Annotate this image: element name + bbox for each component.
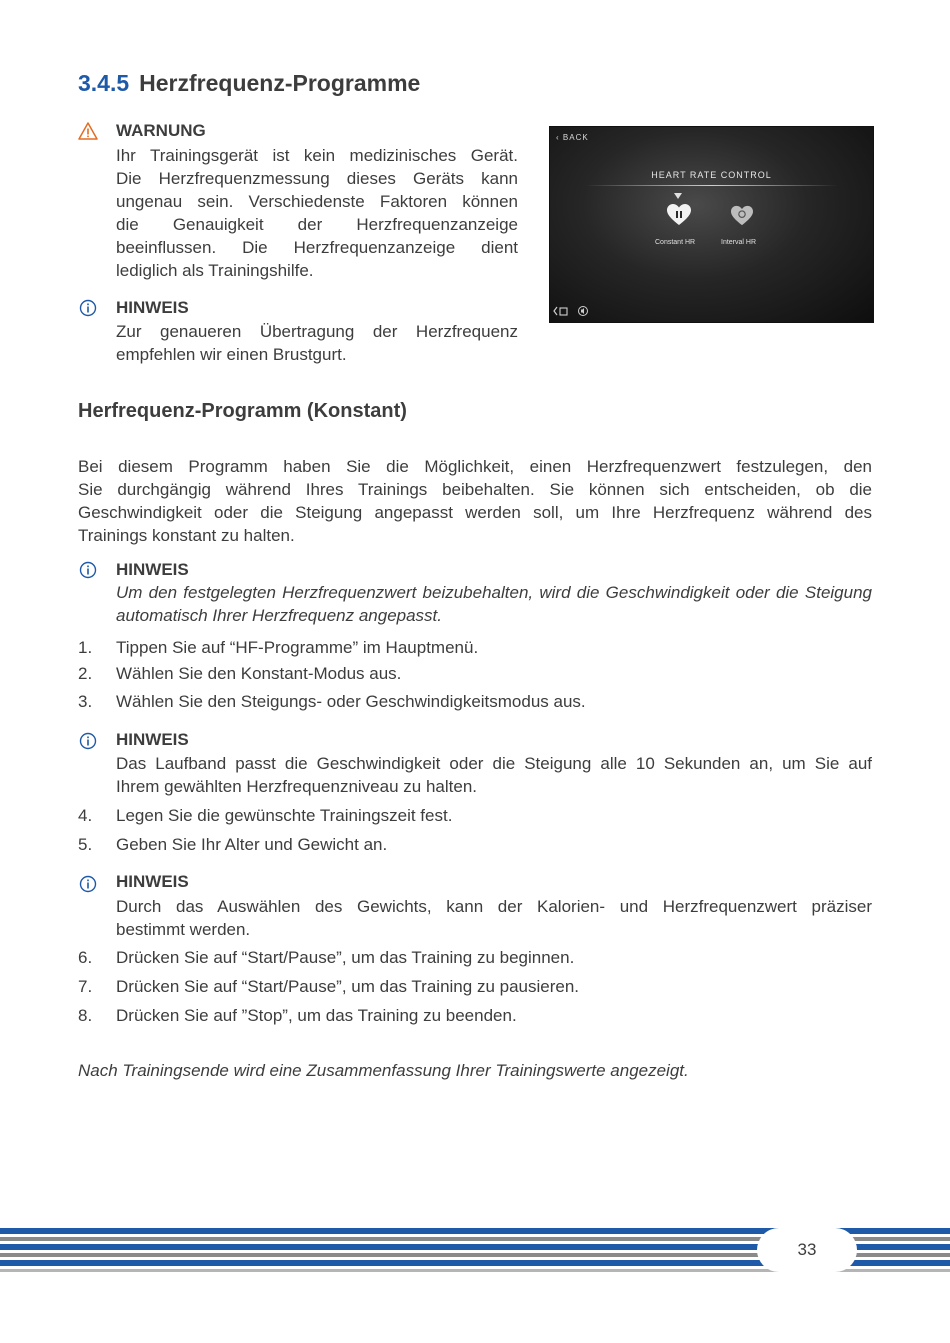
warning-line: Die Herzfrequenzmessung dieses Geräts kann [116,169,518,188]
subsection-title: Herfrequenz-Programm (Konstant) [78,400,407,422]
closing-note: Nach Trainingsende wird eine Zusammenfassung Ihrer Trainingswerte angezeigt. [78,1061,689,1080]
section-title: Herzfrequenz-Programme [139,70,421,96]
selection-arrow-icon [674,193,682,199]
intro-line: Sie durchgängig während Ihres Trainings beibehalten. Sie können sich entscheiden, ob die [78,480,872,499]
warning-line: lediglich als Trainingshilfe. [116,261,314,280]
hint-title: HINWEIS [116,872,189,891]
warning-line: Ihr Trainingsgerät ist kein medizinisches Gerät. [116,146,518,165]
warning-icon [78,121,98,141]
screen-divider [585,185,838,186]
step-number: 8. [78,1006,93,1025]
step-text: Drücken Sie auf “Start/Pause”, um das Training zu beginnen. [116,948,575,967]
constant-hr-option: Constant HR [655,239,696,246]
list-item [78,833,387,856]
step-text: Tippen Sie auf “HF-Programme” im Hauptmenü. [116,638,479,657]
step-text: Drücken Sie auf ”Stop”, um das Training zu beenden. [116,1006,517,1025]
warning-title: WARNUNG [116,121,206,140]
step-number: 3. [78,692,93,711]
hint-text [116,320,518,366]
section-heading [78,70,420,97]
step-text: Wählen Sie den Steigungs- oder Geschwindigkeitsmodus aus. [116,692,586,711]
warning-line: beeinflussen. Die Herzfrequenzanzeige dient [116,238,518,257]
step-number: 2. [78,664,93,683]
hint-line: automatisch Ihrer Herzfrequenz angepasst. [116,606,443,625]
step-text: Legen Sie die gewünschte Trainingszeit fest. [116,806,453,825]
step-number: 5. [78,835,93,854]
heart-rate-control-screenshot [549,126,874,323]
section-number: 3.4.5 [78,70,130,96]
list-item [78,1004,517,1027]
intro-line: Bei diesem Programm haben Sie die Möglichkeit, einen Herzfrequenzwert festzulegen, den [78,457,872,476]
step-text: Geben Sie Ihr Alter und Gewicht an. [116,835,388,854]
list-item [78,636,478,659]
screen-title: HEART RATE CONTROL [651,170,772,180]
step-number: 7. [78,977,93,996]
list-item [78,690,586,713]
hint-text [116,895,872,941]
hint-title: HINWEIS [116,560,189,579]
page-number: 33 [757,1228,857,1272]
hint-line: Durch das Auswählen des Gewichts, kann der Kalorien- und Herzfrequenzwert präziser [116,897,872,916]
list-item [78,662,401,685]
hint-title: HINWEIS [116,298,189,317]
step-text: Drücken Sie auf “Start/Pause”, um das Training zu pausieren. [116,977,580,996]
hint-line: empfehlen wir einen Brustgurt. [116,345,347,364]
hint-title: HINWEIS [116,730,189,749]
hint-text [116,752,872,798]
hint-line: bestimmt werden. [116,920,251,939]
warning-line: die Genauigkeit der Herzfrequenzanzeige [116,215,518,234]
interval-hr-heart-icon [730,205,754,227]
step-text: Wählen Sie den Konstant-Modus aus. [116,664,402,683]
hint-line: Zur genaueren Übertragung der Herzfrequenz [116,322,518,341]
hint-line: Ihrem gewählten Herzfrequenzniveau zu halten. [116,777,477,796]
intro-line: Geschwindigkeit oder die Steigung angepasst werden soll, um Ihre Herzfrequenz während des [78,503,872,522]
back-button: ‹ BACK [556,133,589,142]
warning-text [116,144,518,282]
hint-line: Um den festgelegten Herzfrequenzwert beizubehalten, wird die Geschwindigkeit oder die Steigung [116,583,872,602]
info-icon [78,731,98,751]
info-icon [78,874,98,894]
list-item [78,975,579,998]
hint-text [116,581,872,627]
list-item [78,804,452,827]
screen-nav-icons [553,305,593,317]
back-label: BACK [562,133,589,142]
hint-line: Das Laufband passt die Geschwindigkeit oder die Steigung alle 10 Sekunden an, um Sie auf [116,754,872,773]
step-number: 4. [78,806,93,825]
step-number: 6. [78,948,93,967]
intro-paragraph [78,455,872,547]
warning-line: ungenau sein. Verschiedenste Faktoren können [116,192,518,211]
info-icon [78,298,98,318]
intro-line: Trainings konstant zu halten. [78,526,295,545]
step-number: 1. [78,638,93,657]
interval-hr-option: Interval HR [721,239,757,246]
list-item [78,946,574,969]
constant-hr-heart-icon [666,203,692,227]
info-icon [78,560,98,580]
